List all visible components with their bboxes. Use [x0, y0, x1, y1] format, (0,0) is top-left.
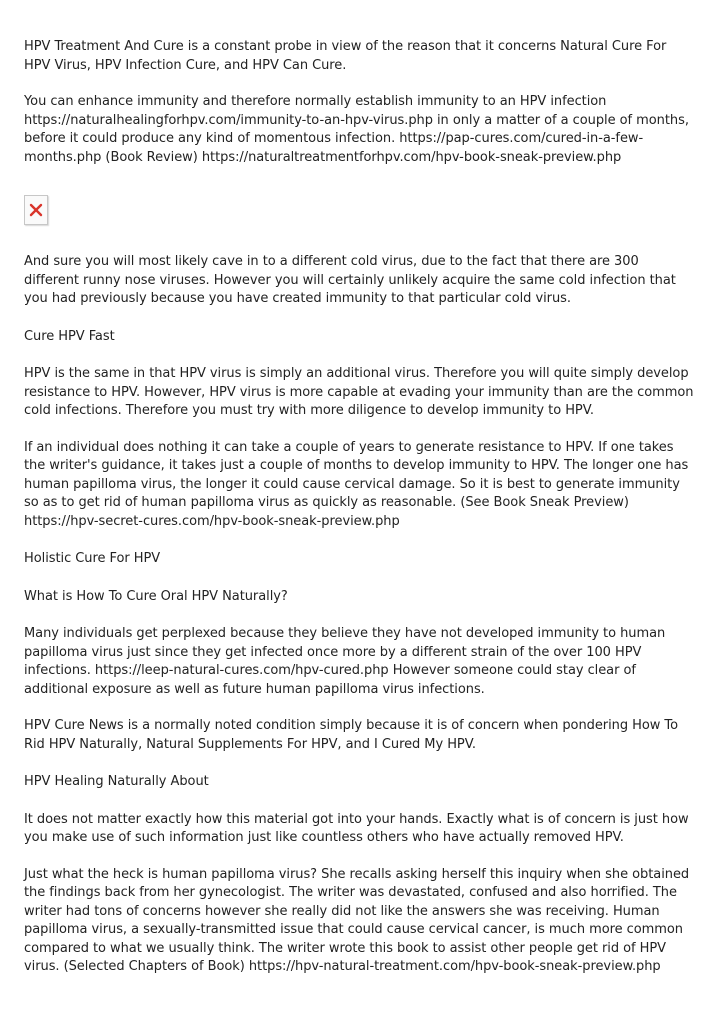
paragraph-resistance: HPV is the same in that HPV virus is simply an additional virus. Therefore you will quite simply develop resistance to HPV. However, HPV virus is more capable at evading your immunity than are the common cold infections. Therefore you must try with more diligence to develop immunity to HPV.	[24, 366, 694, 418]
heading-healing-naturally: HPV Healing Naturally About	[24, 774, 209, 789]
heading-oral-hpv: What is How To Cure Oral HPV Naturally?	[24, 588, 288, 604]
heading-holistic-cure: Holistic Cure For HPV	[24, 551, 161, 566]
paragraph-perplexed: Many individuals get perplexed because they believe they have not developed immunity to human papilloma virus just since they get infected once more by a different strain of the over 100 HPV infections. https://leep-natural-cures.com/hpv-cured.php However someone could stay clear of additional exposure as well as future human papilloma virus infections.	[24, 626, 666, 697]
paragraph-cold-virus: And sure you will most likely cave in to a different cold virus, due to the fact that there are 300 different runny nose viruses. However you will certainly unlikely acquire the same cold infection that you had previously because you have created immunity to that particular cold virus.	[24, 254, 676, 306]
paragraph-intro: HPV Treatment And Cure is a constant probe in view of the reason that it concerns Natural Cure For HPV Virus, HPV Infection Cure, and HPV Can Cure.	[24, 39, 667, 73]
heading-cure-hpv-fast: Cure HPV Fast	[24, 328, 115, 344]
broken-image-icon	[24, 195, 48, 225]
paragraph-material: It does not matter exactly how this material got into your hands. Exactly what is of concern is just how you make use of such information just like countless others who have actually removed HPV.	[24, 811, 689, 845]
paragraph-immunity: You can enhance immunity and therefore normally establish immunity to an HPV infection https://naturalhealingforhpv.com/immunity-to-an-hpv-virus.php in only a matter of a couple of months, before it could produce any kind of momentous infection. https://pap-cures.com/cured-in-a-few-months.php (Book Review) https://naturaltreatmentforhpv.com/hpv-book-sneak-preview.php	[24, 94, 689, 165]
paragraph-cure-news: HPV Cure News is a normally noted condition simply because it is of concern when pondering How To Rid HPV Naturally, Natural Supplements For HPV, and I Cured My HPV.	[24, 718, 679, 752]
paragraph-guidance: If an individual does nothing it can take a couple of years to generate resistance to HPV. If one takes the writer's guidance, it takes just a couple of months to develop immunity to HPV. The longer one has human papilloma virus, the longer it could cause cervical damage. So it is best to generate immunity so as to get rid of human papilloma virus as quickly as reasonable. (See Book Sneak Preview) https://hpv-secret-cures.com/hpv-book-sneak-preview.php	[24, 439, 689, 529]
paragraph-what-is-hpv: Just what the heck is human papilloma virus? She recalls asking herself this inquiry when she obtained the findings back from her gynecologist. The writer was devastated, confused and also horrified. The writer had tons of concerns however she really did not like the answers she was receiving. Human papilloma virus, a sexually-transmitted issue that could cause cervical cancer, is much more common compared to what we usually think. The writer wrote this book to assist other people get rid of HPV virus. (Selected Chapters of Book) https://hpv-natural-treatment.com/hpv-book-sneak-preview.php	[24, 866, 690, 974]
